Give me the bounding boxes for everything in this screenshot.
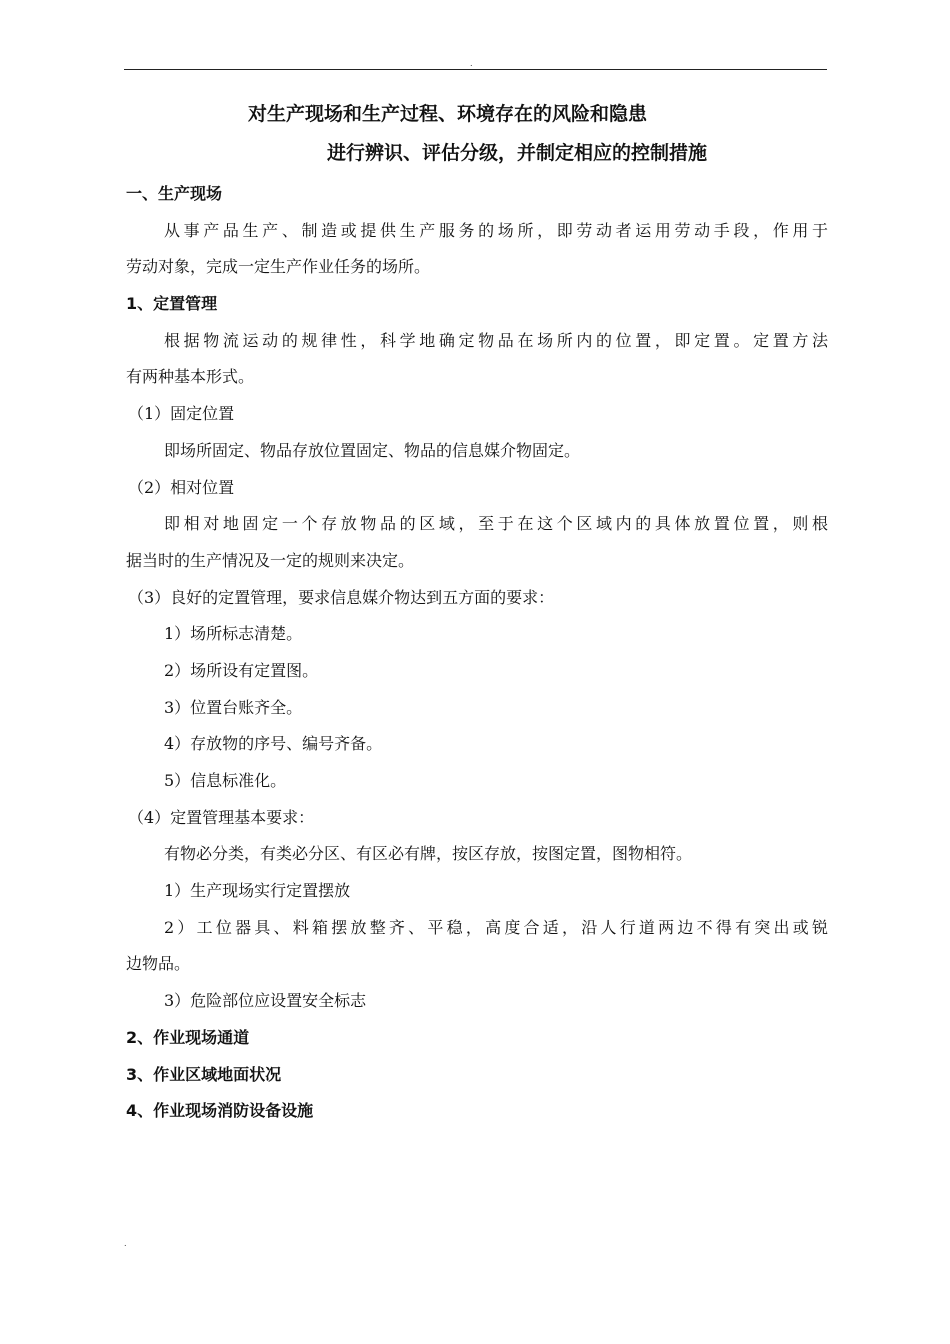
list-item: 1）生产现场实行定置摆放: [164, 881, 351, 901]
paragraph-line: 根据物流运动的规律性，科学地确定物品在场所内的位置，即定置。定置方法: [164, 330, 828, 350]
header-rule: [124, 69, 827, 70]
item-heading-fixed-position: （1）固定位置: [128, 404, 235, 424]
list-item: 4）存放物的序号、编号齐备。: [164, 734, 383, 754]
paragraph-line: 边物品。: [126, 954, 191, 974]
list-item: 5）信息标准化。: [164, 771, 287, 790]
subsection-heading-floor-condition: 3、作业区域地面状况: [126, 1064, 282, 1084]
document-title-line-1: 对生产现场和生产过程、环境存在的风险和隐患: [248, 103, 648, 125]
paragraph-line: 即场所固定、物品存放位置固定、物品的信息媒介物固定。: [164, 440, 581, 460]
subsection-heading-placement-management: 1、定置管理: [126, 294, 218, 314]
list-item: 3）位置台账齐全。: [164, 697, 303, 717]
item-heading-basic-requirements: （4）定置管理基本要求：: [128, 807, 315, 827]
paragraph-line: 即相对地固定一个存放物品的区域，至于在这个区域内的具体放置位置，则根: [164, 514, 828, 534]
item-heading-good-placement: （3）良好的定置管理，要求信息媒介物达到五方面的要求：: [128, 587, 555, 607]
list-item: 1）场所标志清楚。: [164, 624, 303, 644]
list-item: 2）场所设有定置图。: [164, 660, 319, 680]
subsection-heading-passage: 2、作业现场通道: [126, 1027, 250, 1047]
subsection-heading-fire-equipment: 4、作业现场消防设备设施: [126, 1101, 314, 1121]
footer-mark: .: [124, 1239, 127, 1248]
paragraph-line: 有两种基本形式。: [126, 367, 255, 387]
list-item: 2）工位器具、料箱摆放整齐、平稳，高度合适，沿人行道两边不得有突出或锐: [164, 917, 828, 937]
item-heading-relative-position: （2）相对位置: [128, 477, 235, 497]
paragraph-line: 据当时的生产情况及一定的规则来决定。: [126, 550, 415, 570]
header-mark: .: [470, 59, 473, 68]
paragraph-line: 从事产品生产、制造或提供生产服务的场所，即劳动者运用劳动手段，作用于: [164, 220, 828, 240]
paragraph-line: 有物必分类，有类必分区、有区必有牌，按区存放，按图定置，图物相符。: [164, 844, 693, 864]
paragraph-line: 劳动对象，完成一定生产作业任务的场所。: [126, 257, 431, 277]
section-heading-production-site: 一、生产现场: [126, 184, 223, 203]
document-body: [126, 176, 828, 1130]
list-item: 3）危险部位应设置安全标志: [164, 991, 367, 1011]
document-title-line-2: 进行辨识、评估分级，并制定相应的控制措施: [327, 142, 708, 164]
